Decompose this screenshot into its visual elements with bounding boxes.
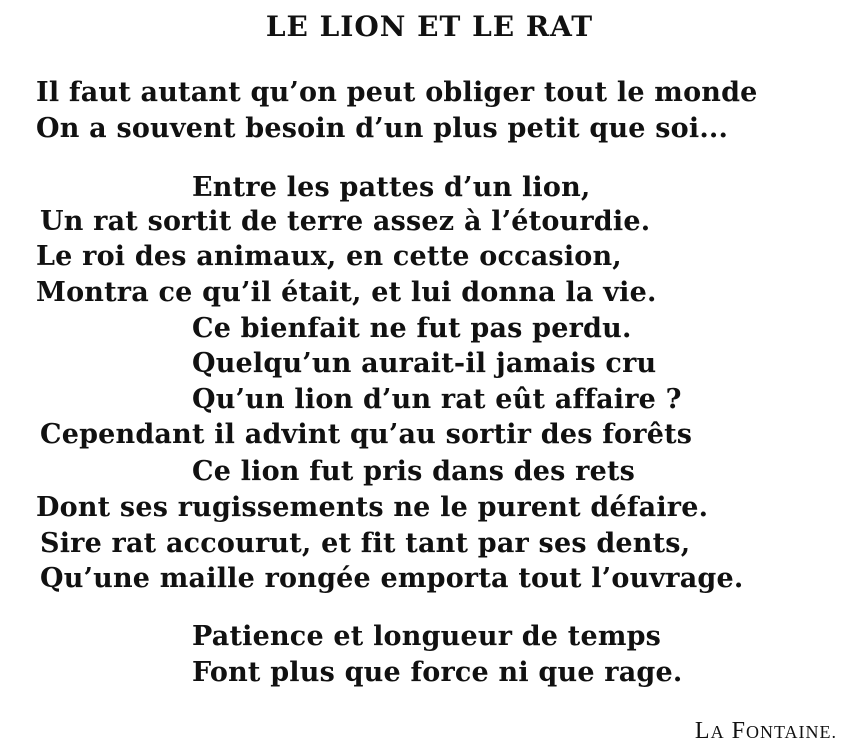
stanza1-line-1: Il faut autant qu’on peut obliger tout le monde [36, 77, 758, 108]
stanza2-line-1: Entre les pattes d’un lion, [192, 172, 591, 203]
stanza2-line-8: Cependant il advint qu’au sortir des forêts [40, 419, 693, 450]
moral-line-1: Patience et longueur de temps [192, 621, 662, 652]
stanza2-line-2: Un rat sortit de terre assez à l’étourdie. [40, 206, 651, 237]
author-first-initial: L [694, 718, 711, 744]
author-signature [695, 718, 837, 745]
author-first-rest: A [710, 722, 725, 742]
stanza2-line-4: Montra ce qu’il était, et lui donna la vie. [36, 277, 657, 308]
author-last-initial: F [731, 718, 746, 744]
poem-title: LE LION ET LE RAT [265, 10, 594, 43]
stanza2-line-12: Qu’une maille rongée emporta tout l’ouvrage. [40, 563, 744, 594]
moral-line-2: Font plus que force ni que rage. [192, 657, 683, 688]
stanza2-line-7: Qu’un lion d’un rat eût affaire ? [192, 384, 682, 415]
stanza2-line-3: Le roi des animaux, en cette occasion, [36, 241, 622, 272]
stanza2-line-6: Quelqu’un aurait-il jamais cru [192, 348, 657, 379]
author-last-rest: ONTAINE. [745, 722, 837, 742]
stanza2-line-11: Sire rat accourut, et fit tant par ses dents, [40, 528, 691, 559]
stanza2-line-9: Ce lion fut pris dans des rets [192, 456, 636, 487]
stanza1-line-2: On a souvent besoin d’un plus petit que soi... [36, 113, 729, 144]
stanza2-line-5: Ce bienfait ne fut pas perdu. [192, 313, 632, 344]
stanza2-line-10: Dont ses rugissements ne le purent défaire. [36, 492, 709, 523]
